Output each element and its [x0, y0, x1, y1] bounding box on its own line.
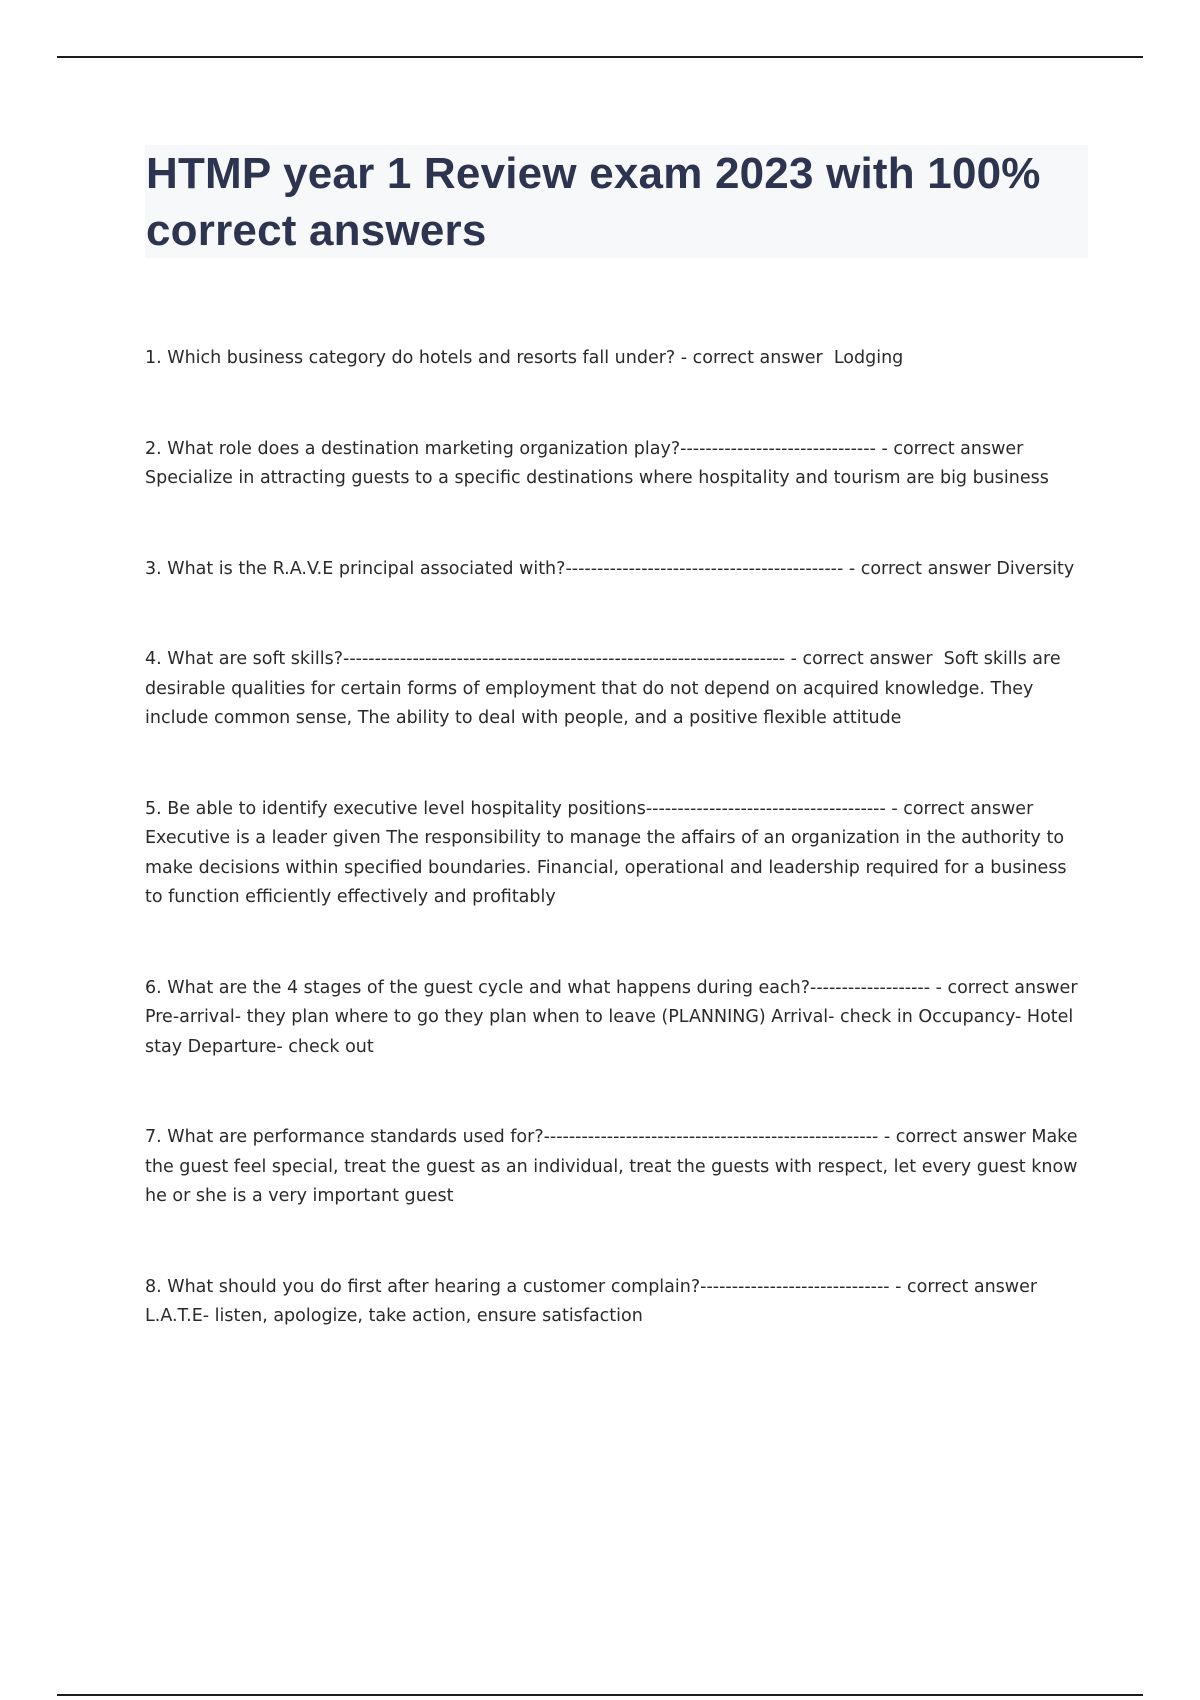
question-text: 1. Which business category do hotels and resorts fall under?	[145, 348, 676, 368]
qa-item-5	[145, 795, 1085, 913]
answer-separator: -------------------------------------------- - correct answer	[565, 558, 991, 579]
answer-separator: ----------------------------------------------------- - correct answer	[543, 1127, 1026, 1147]
question-text: 3. What is the R.A.V.E principal associated with?	[145, 558, 566, 579]
answer-text: Lodging	[833, 348, 904, 368]
qa-item-3	[145, 555, 1085, 585]
question-text: 8. What should you do first after hearing a customer complain?	[145, 1276, 701, 1297]
answer-text: Diversity	[996, 558, 1075, 579]
answer-separator: ------------------------------- - correct answer	[680, 438, 1024, 459]
answer-text: Soft skills are desirable qualities for certain forms of employment that do not depend on acquired knowledge. They include common sense, The ability to deal with people, and a positive flexible attitude	[145, 649, 1061, 728]
qa-item-6	[145, 974, 1085, 1063]
question-text: 5. Be able to identify executive level hospitality positions	[145, 798, 646, 819]
answer-separator: - correct answer	[675, 348, 823, 368]
qa-item-8	[145, 1273, 1085, 1332]
qa-item-7	[145, 1123, 1085, 1212]
qa-item-2	[145, 435, 1085, 494]
document-title: HTMP year 1 Review exam 2023 with 100% correct answers	[146, 149, 1041, 255]
question-text: 4. What are soft skills?	[145, 649, 344, 669]
question-list	[145, 344, 1085, 1332]
question-text: 7. What are performance standards used for?	[145, 1127, 544, 1147]
answer-text: Executive is a leader given The responsibility to manage the affairs of an organization in the authority to make decisions within specified boundaries. Financial, operational and leadership required for a business to function efficiently effectively and profitably	[145, 828, 1067, 907]
question-text: 6. What are the 4 stages of the guest cycle and what happens during each?	[145, 977, 811, 998]
answer-text: Specialize in attracting guests to a specific destinations where hospitality and tourism are big business	[145, 468, 1049, 488]
answer-text: L.A.T.E- listen, apologize, take action, ensure satisfaction	[145, 1306, 643, 1326]
question-text: 2. What role does a destination marketing organization play?	[145, 438, 681, 459]
answer-separator: ------------------------------ - correct answer	[700, 1276, 1038, 1297]
answer-text: Pre-arrival- they plan where to go they plan when to leave (PLANNING) Arrival- check in Occupancy- Hotel stay Departure- check out	[145, 1007, 1074, 1057]
answer-separator: ------------------- - correct answer	[810, 977, 1078, 998]
answer-text: Make the guest feel special, treat the guest as an individual, treat the guests with respect, let every guest know he or she is a very important guest	[145, 1127, 1078, 1206]
header-rule	[57, 56, 1143, 58]
qa-item-4	[145, 645, 1085, 734]
answer-separator: -------------------------------------- - correct answer	[645, 798, 1034, 819]
qa-item-1	[145, 344, 1085, 374]
answer-separator: ---------------------------------------------------------------------- - correct answer	[343, 649, 933, 669]
footer-rule	[57, 1694, 1143, 1696]
